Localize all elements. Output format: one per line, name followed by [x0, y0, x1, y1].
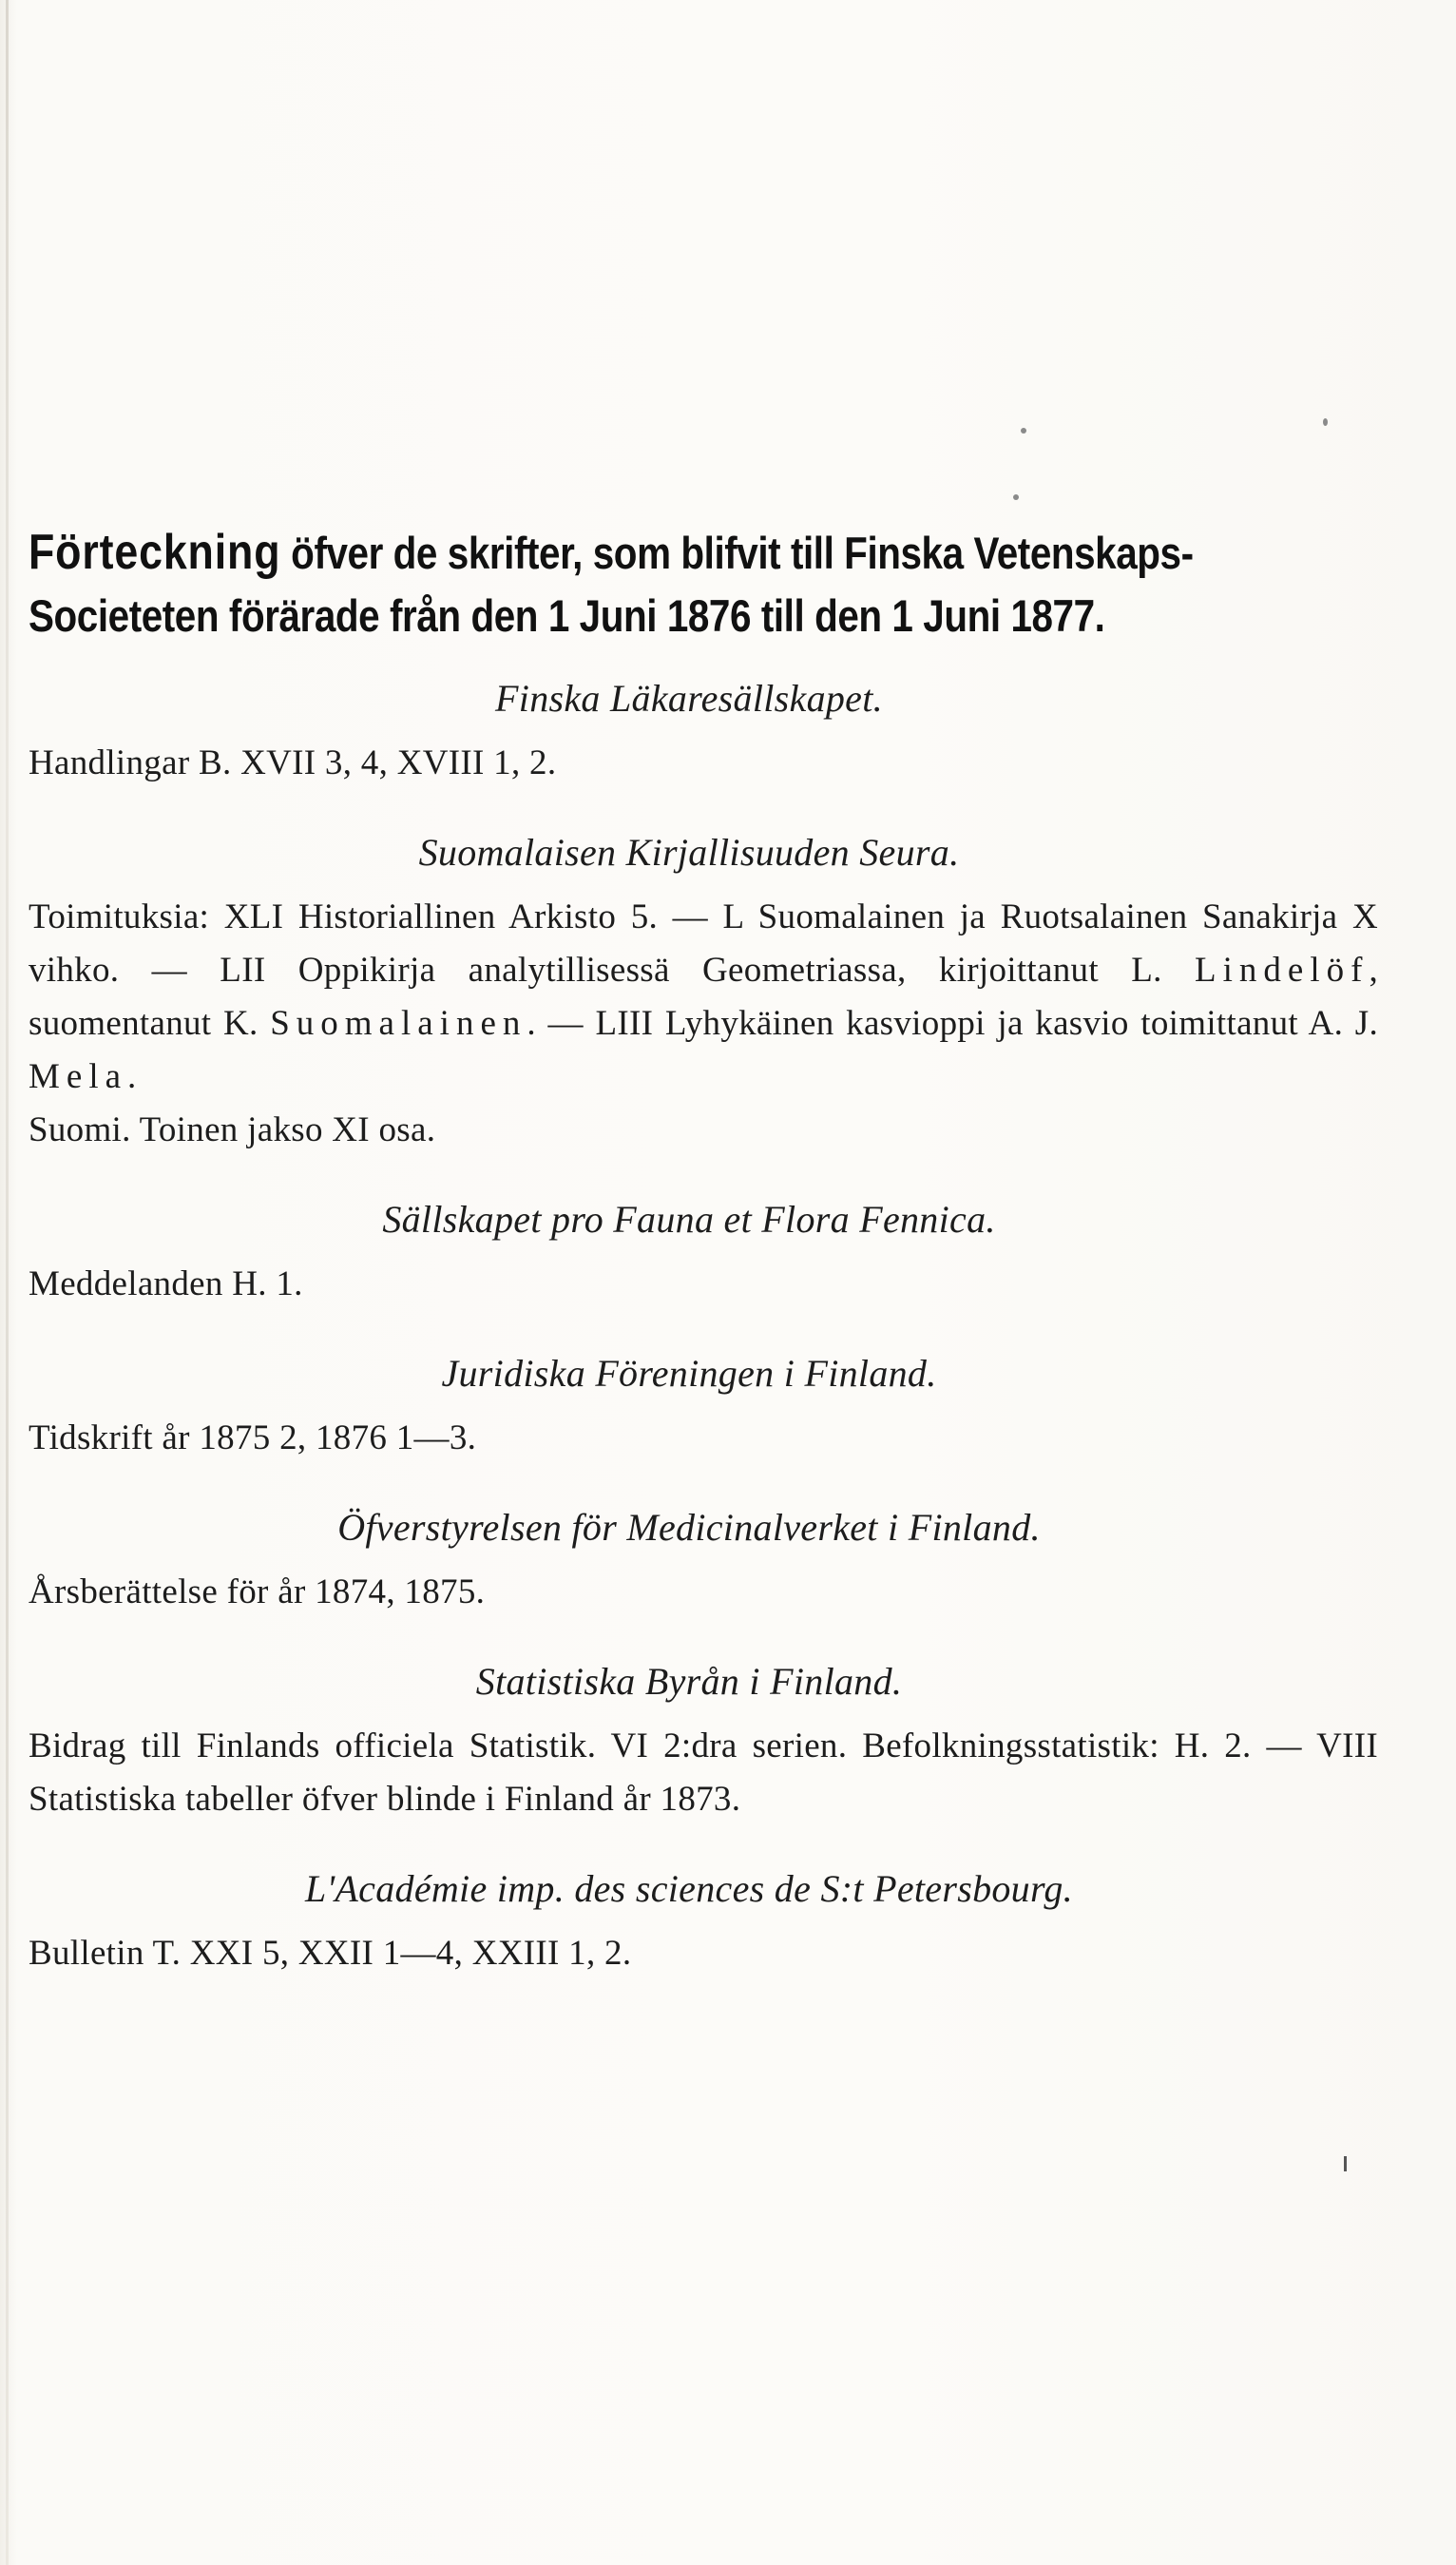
entry-text — [29, 1927, 1378, 1980]
author-name: Suomalainen — [270, 1004, 527, 1043]
society-name: Statistiska Byrån i Finland. — [475, 1660, 903, 1703]
entry-line: Bidrag till Finlands officiela Statistik. VI 2:dra serien. Befolkningsstatistik: H. 2. — VIII Statistiska tabeller öfver blinde i Finland år 1873. — [29, 1726, 1378, 1819]
society-name: Öfverstyrelsen för Medicinalverket i Finland. — [337, 1506, 1041, 1549]
speck — [1344, 2156, 1347, 2171]
author-name: Lindelöf — [1195, 951, 1370, 990]
entry-line: Tidskrift år 1875 2, 1876 1—3. — [29, 1418, 477, 1457]
entry-text — [29, 1412, 1378, 1465]
entry-line: Bulletin T. XXI 5, XXII 1—4, XXIII 1, 2. — [29, 1934, 632, 1973]
document-body — [29, 521, 1378, 1980]
society-name: Finska Läkaresällskapet. — [495, 677, 883, 720]
speck — [1021, 428, 1026, 434]
speck — [1013, 494, 1019, 500]
heading-text: öfver de skrifter, som blifvit till Finska Vetenskaps-Societeten förärade från den 1 Juni 1876 till den 1 Juni 1877. — [29, 528, 1194, 641]
entry-line: Handlingar B. XVII 3, 4, XVIII 1, 2. — [29, 743, 557, 782]
entry-text — [29, 737, 1378, 790]
entry-line: , suomentanut K. — [29, 951, 1378, 1043]
entry-line: Suomi. Toinen jakso XI osa. — [29, 1110, 436, 1149]
society-name: Suomalaisen Kirjallisuuden Seura. — [418, 831, 960, 874]
society-name: L'Académie imp. des sciences de S:t Petersbourg. — [305, 1867, 1073, 1910]
entry-line: Toimituksia: XLI Historiallinen Arkisto 5. — L Suomalainen ja Ruotsalainen Sanakirja X vihko. — LII Oppikirja analytillisessä Geometriassa, kirjoittanut L. — [29, 897, 1378, 990]
entry-line: . — LIII Lyhykäinen kasvioppi ja kasvio toimittanut A. J. — [527, 1004, 1378, 1043]
heading-lead-word: Förteckning — [29, 525, 281, 580]
author-name: Mela — [29, 1057, 128, 1096]
society-name: Sällskapet pro Fauna et Flora Fennica. — [382, 1198, 996, 1241]
entry-text — [29, 1258, 1378, 1311]
page-edge — [6, 0, 9, 2565]
entry-text — [29, 891, 1378, 1104]
society-name: Juridiska Föreningen i Finland. — [441, 1352, 937, 1395]
entry-text — [29, 1566, 1378, 1619]
entry-line: Årsberättelse för år 1874, 1875. — [29, 1572, 486, 1611]
document-heading — [29, 521, 1320, 647]
entry-text — [29, 1720, 1378, 1826]
entry-text — [29, 1104, 1378, 1157]
speck — [1323, 418, 1328, 426]
entry-line: Meddelanden H. 1. — [29, 1264, 303, 1303]
entry-line: . — [127, 1057, 137, 1096]
